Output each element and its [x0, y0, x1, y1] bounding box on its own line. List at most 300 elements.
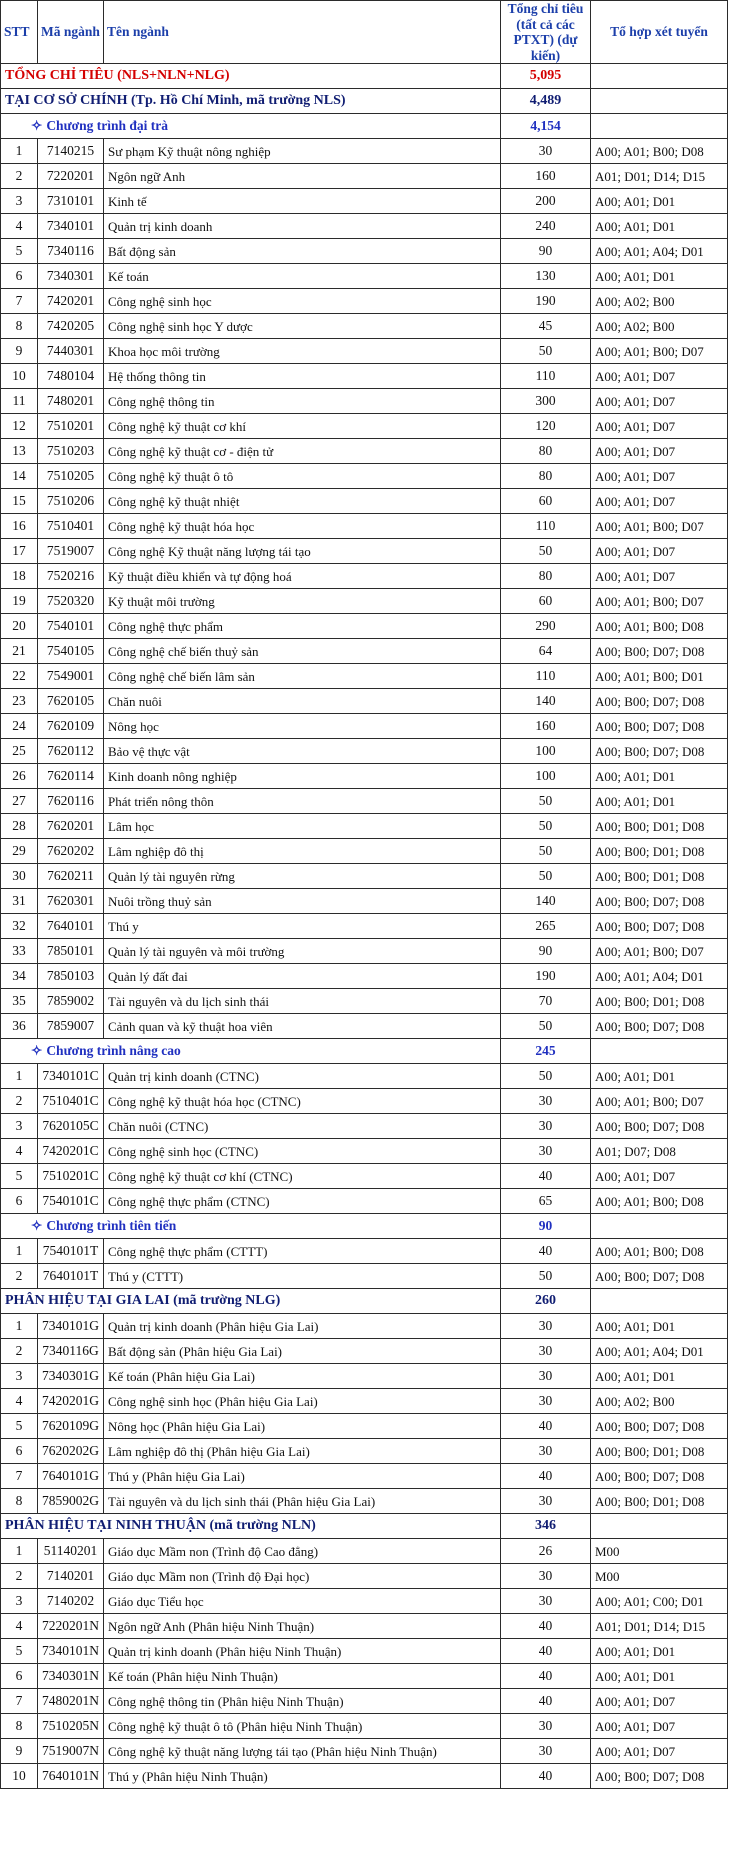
- combos-cell: A00; A01; D01: [591, 1364, 728, 1389]
- quota-cell: 70: [501, 989, 591, 1014]
- major-name-cell: Quản trị kinh doanh (Phân hiệu Gia Lai): [104, 1314, 501, 1339]
- stt-cell: 1: [1, 1239, 38, 1264]
- quota-cell: 90: [501, 939, 591, 964]
- major-code-cell: 7519007: [38, 539, 104, 564]
- table-row: [1, 1189, 728, 1214]
- table-row: [1, 589, 728, 614]
- major-name-cell: Quản trị kinh doanh (CTNC): [104, 1064, 501, 1089]
- quota-cell: 245: [501, 1039, 591, 1064]
- quota-cell: 60: [501, 589, 591, 614]
- major-code-cell: 7620105: [38, 689, 104, 714]
- combos-cell: A00; A01; D07: [591, 1739, 728, 1764]
- table-row: [1, 1664, 728, 1689]
- major-name-cell: Thú y (CTTT): [104, 1264, 501, 1289]
- quota-cell: 160: [501, 714, 591, 739]
- column-header-stt: STT: [1, 1, 38, 64]
- table-row: [1, 1364, 728, 1389]
- combos-cell: A00; A01; D07: [591, 414, 728, 439]
- combos-cell: A00; A01; B00; D08: [591, 139, 728, 164]
- major-code-cell: 7440301: [38, 339, 104, 364]
- quota-cell: 90: [501, 1214, 591, 1239]
- table-row: [1, 814, 728, 839]
- group-label: Chương trình tiên tiến: [46, 1218, 177, 1234]
- quota-cell: 90: [501, 239, 591, 264]
- major-name-cell: Phát triển nông thôn: [104, 789, 501, 814]
- major-code-cell: 7620109G: [38, 1414, 104, 1439]
- combos-cell: A00; B00; D01; D08: [591, 1439, 728, 1464]
- major-code-cell: 7340101G: [38, 1314, 104, 1339]
- major-code-cell: 7340101N: [38, 1639, 104, 1664]
- major-code-cell: 7620112: [38, 739, 104, 764]
- major-name-cell: Bất động sản: [104, 239, 501, 264]
- group-label-cell: [1, 114, 501, 139]
- combos-cell: A00; B00; D07; D08: [591, 739, 728, 764]
- major-name-cell: Công nghệ kỹ thuật hóa học (CTNC): [104, 1089, 501, 1114]
- combos-cell: A00; B00; D07; D08: [591, 1464, 728, 1489]
- combos-cell: A00; A01; B00; D07: [591, 589, 728, 614]
- combos-cell: A00; A01; B00; D01: [591, 664, 728, 689]
- stt-cell: 3: [1, 1589, 38, 1614]
- group-label: Chương trình đại trà: [46, 118, 169, 134]
- major-code-cell: 7510401C: [38, 1089, 104, 1114]
- major-name-cell: Kỹ thuật môi trường: [104, 589, 501, 614]
- major-name-cell: Nuôi trồng thuỷ sản: [104, 889, 501, 914]
- quota-cell: 50: [501, 864, 591, 889]
- combos-cell: A00; A01; D01: [591, 214, 728, 239]
- major-name-cell: Quản lý tài nguyên rừng: [104, 864, 501, 889]
- combos-cell: A00; B00; D07; D08: [591, 1114, 728, 1139]
- diamond-bullet-icon: ✧: [31, 118, 43, 134]
- stt-cell: 30: [1, 864, 38, 889]
- combos-cell: A00; B00; D07; D08: [591, 1264, 728, 1289]
- quota-cell: 30: [501, 1114, 591, 1139]
- stt-cell: 27: [1, 789, 38, 814]
- table-row: [1, 1039, 728, 1064]
- quota-cell: 240: [501, 214, 591, 239]
- stt-cell: 2: [1, 1264, 38, 1289]
- combos-cell: A00; A01; D07: [591, 489, 728, 514]
- table-row: [1, 1539, 728, 1564]
- combos-cell: [591, 1039, 728, 1064]
- major-code-cell: 7540101C: [38, 1189, 104, 1214]
- major-code-cell: 7859007: [38, 1014, 104, 1039]
- quota-cell: 110: [501, 364, 591, 389]
- major-code-cell: 7420201G: [38, 1389, 104, 1414]
- combos-cell: A00; A02; B00: [591, 1389, 728, 1414]
- combos-cell: A00; A01; A04; D01: [591, 239, 728, 264]
- combos-cell: A01; D01; D14; D15: [591, 1614, 728, 1639]
- stt-cell: 35: [1, 989, 38, 1014]
- major-code-cell: 51140201: [38, 1539, 104, 1564]
- major-code-cell: 7510401: [38, 514, 104, 539]
- stt-cell: 3: [1, 189, 38, 214]
- major-code-cell: 7220201N: [38, 1614, 104, 1639]
- quota-cell: 160: [501, 164, 591, 189]
- major-code-cell: 7540101T: [38, 1239, 104, 1264]
- quota-cell: 26: [501, 1539, 591, 1564]
- group-label: TỔNG CHỈ TIÊU (NLS+NLN+NLG): [5, 68, 230, 84]
- table-row: [1, 1289, 728, 1314]
- stt-cell: 5: [1, 1414, 38, 1439]
- combos-cell: A00; A01; D07: [591, 1164, 728, 1189]
- combos-cell: A00; A01; C00; D01: [591, 1589, 728, 1614]
- stt-cell: 33: [1, 939, 38, 964]
- stt-cell: 5: [1, 1639, 38, 1664]
- stt-cell: 32: [1, 914, 38, 939]
- major-name-cell: Tài nguyên và du lịch sinh thái (Phân hiệu Gia Lai): [104, 1489, 501, 1514]
- table-row: [1, 139, 728, 164]
- major-code-cell: 7850101: [38, 939, 104, 964]
- combos-cell: A00; B00; D01; D08: [591, 1489, 728, 1514]
- major-name-cell: Kỹ thuật điều khiển và tự động hoá: [104, 564, 501, 589]
- combos-cell: A00; B00; D07; D08: [591, 889, 728, 914]
- combos-cell: A00; B00; D01; D08: [591, 839, 728, 864]
- table-row: [1, 989, 728, 1014]
- table-row: [1, 364, 728, 389]
- quota-cell: 300: [501, 389, 591, 414]
- major-code-cell: 7310101: [38, 189, 104, 214]
- quota-cell: 30: [501, 1714, 591, 1739]
- major-code-cell: 7480104: [38, 364, 104, 389]
- major-name-cell: Công nghệ kỹ thuật ô tô (Phân hiệu Ninh Thuận): [104, 1714, 501, 1739]
- combos-cell: A00; A01; D01: [591, 1639, 728, 1664]
- quota-cell: 40: [501, 1639, 591, 1664]
- combos-cell: A00; B00; D07; D08: [591, 914, 728, 939]
- stt-cell: 7: [1, 1464, 38, 1489]
- major-name-cell: Công nghệ kỹ thuật cơ khí: [104, 414, 501, 439]
- major-code-cell: 7140201: [38, 1564, 104, 1589]
- combos-cell: A00; A01; A04; D01: [591, 1339, 728, 1364]
- major-code-cell: 7420205: [38, 314, 104, 339]
- stt-cell: 31: [1, 889, 38, 914]
- stt-cell: 10: [1, 1764, 38, 1789]
- major-name-cell: Hệ thống thông tin: [104, 364, 501, 389]
- table-row: [1, 1139, 728, 1164]
- table-row: [1, 1264, 728, 1289]
- table-row: [1, 64, 728, 89]
- combos-cell: A00; A01; D01: [591, 264, 728, 289]
- major-code-cell: 7640101N: [38, 1764, 104, 1789]
- major-code-cell: 7620301: [38, 889, 104, 914]
- quota-cell: 100: [501, 739, 591, 764]
- major-name-cell: Công nghệ Kỹ thuật năng lượng tái tạo: [104, 539, 501, 564]
- table-row: [1, 889, 728, 914]
- table-row: [1, 1414, 728, 1439]
- major-code-cell: 7640101T: [38, 1264, 104, 1289]
- stt-cell: 3: [1, 1364, 38, 1389]
- combos-cell: A01; D07; D08: [591, 1139, 728, 1164]
- table-row: [1, 1089, 728, 1114]
- stt-cell: 5: [1, 1164, 38, 1189]
- table-row: [1, 1614, 728, 1639]
- quota-cell: 30: [501, 1339, 591, 1364]
- stt-cell: 8: [1, 1489, 38, 1514]
- stt-cell: 11: [1, 389, 38, 414]
- major-code-cell: 7340101: [38, 214, 104, 239]
- stt-cell: 1: [1, 1064, 38, 1089]
- stt-cell: 1: [1, 1314, 38, 1339]
- major-code-cell: 7340301N: [38, 1664, 104, 1689]
- major-code-cell: 7510206: [38, 489, 104, 514]
- table-row: [1, 214, 728, 239]
- column-header-major-name: Tên ngành: [104, 1, 501, 64]
- quota-cell: 80: [501, 564, 591, 589]
- quota-cell: 30: [501, 1364, 591, 1389]
- table-row: [1, 1114, 728, 1139]
- table-row: [1, 114, 728, 139]
- major-code-cell: 7540101: [38, 614, 104, 639]
- major-code-cell: 7519007N: [38, 1739, 104, 1764]
- quota-cell: 40: [501, 1664, 591, 1689]
- major-code-cell: 7620211: [38, 864, 104, 889]
- combos-cell: [591, 114, 728, 139]
- group-label-cell: [1, 1289, 501, 1314]
- combos-cell: A00; B00; D01; D08: [591, 814, 728, 839]
- stt-cell: 17: [1, 539, 38, 564]
- major-name-cell: Thú y: [104, 914, 501, 939]
- major-name-cell: Công nghệ thực phẩm (CTTT): [104, 1239, 501, 1264]
- table-row: [1, 1439, 728, 1464]
- table-row: [1, 1714, 728, 1739]
- major-name-cell: Công nghệ thông tin (Phân hiệu Ninh Thuận): [104, 1689, 501, 1714]
- table-row: [1, 339, 728, 364]
- quota-cell: 130: [501, 264, 591, 289]
- major-code-cell: 7220201: [38, 164, 104, 189]
- table-row: [1, 1739, 728, 1764]
- quota-cell: 190: [501, 964, 591, 989]
- group-label-cell: [1, 89, 501, 114]
- stt-cell: 25: [1, 739, 38, 764]
- group-label: PHÂN HIỆU TẠI GIA LAI (mã trường NLG): [5, 1293, 281, 1309]
- major-name-cell: Chăn nuôi: [104, 689, 501, 714]
- quota-cell: 80: [501, 464, 591, 489]
- column-header-major-code: Mã ngành: [38, 1, 104, 64]
- combos-cell: A00; A01; B00; D08: [591, 1189, 728, 1214]
- quota-cell: 60: [501, 489, 591, 514]
- combos-cell: A00; A01; B00; D07: [591, 514, 728, 539]
- major-name-cell: Công nghệ sinh học (CTNC): [104, 1139, 501, 1164]
- table-row: [1, 664, 728, 689]
- group-label-cell: [1, 1514, 501, 1539]
- major-name-cell: Ngôn ngữ Anh: [104, 164, 501, 189]
- table-row: [1, 1589, 728, 1614]
- quota-cell: 30: [501, 1389, 591, 1414]
- table-row: [1, 464, 728, 489]
- group-label-cell: [1, 1214, 501, 1239]
- quota-cell: 50: [501, 1264, 591, 1289]
- quota-cell: 140: [501, 889, 591, 914]
- stt-cell: 14: [1, 464, 38, 489]
- major-name-cell: Chăn nuôi (CTNC): [104, 1114, 501, 1139]
- stt-cell: 3: [1, 1114, 38, 1139]
- major-name-cell: Nông học (Phân hiệu Gia Lai): [104, 1414, 501, 1439]
- major-name-cell: Kế toán (Phân hiệu Ninh Thuận): [104, 1664, 501, 1689]
- major-name-cell: Quản trị kinh doanh: [104, 214, 501, 239]
- major-name-cell: Kế toán (Phân hiệu Gia Lai): [104, 1364, 501, 1389]
- table-row: [1, 1689, 728, 1714]
- quota-cell: 120: [501, 414, 591, 439]
- major-name-cell: Công nghệ kỹ thuật ô tô: [104, 464, 501, 489]
- quota-cell: 50: [501, 539, 591, 564]
- group-label: PHÂN HIỆU TẠI NINH THUẬN (mã trường NLN): [5, 1518, 316, 1534]
- table-row: [1, 564, 728, 589]
- major-code-cell: 7549001: [38, 664, 104, 689]
- combos-cell: A00; A01; D01: [591, 764, 728, 789]
- combos-cell: M00: [591, 1564, 728, 1589]
- combos-cell: A00; A02; B00: [591, 314, 728, 339]
- stt-cell: 2: [1, 164, 38, 189]
- group-label-cell: [1, 1039, 501, 1064]
- stt-cell: 36: [1, 1014, 38, 1039]
- combos-cell: [591, 1289, 728, 1314]
- major-name-cell: Công nghệ chế biến lâm sản: [104, 664, 501, 689]
- stt-cell: 16: [1, 514, 38, 539]
- quota-cell: 30: [501, 1589, 591, 1614]
- table-row: [1, 614, 728, 639]
- quota-cell: 50: [501, 789, 591, 814]
- major-name-cell: Công nghệ thông tin: [104, 389, 501, 414]
- combos-cell: M00: [591, 1539, 728, 1564]
- stt-cell: 6: [1, 1439, 38, 1464]
- major-name-cell: Lâm nghiệp đô thị: [104, 839, 501, 864]
- quota-cell: 100: [501, 764, 591, 789]
- quota-cell: 260: [501, 1289, 591, 1314]
- stt-cell: 9: [1, 1739, 38, 1764]
- table-row: [1, 1214, 728, 1239]
- stt-cell: 5: [1, 239, 38, 264]
- quota-cell: 80: [501, 439, 591, 464]
- major-name-cell: Công nghệ thực phẩm (CTNC): [104, 1189, 501, 1214]
- major-code-cell: 7340116: [38, 239, 104, 264]
- quota-cell: 190: [501, 289, 591, 314]
- quota-cell: 65: [501, 1189, 591, 1214]
- major-code-cell: 7540105: [38, 639, 104, 664]
- major-name-cell: Tài nguyên và du lịch sinh thái: [104, 989, 501, 1014]
- major-code-cell: 7340101C: [38, 1064, 104, 1089]
- diamond-bullet-icon: ✧: [31, 1043, 43, 1059]
- major-name-cell: Công nghệ kỹ thuật hóa học: [104, 514, 501, 539]
- major-name-cell: Quản lý tài nguyên và môi trường: [104, 939, 501, 964]
- quota-cell: 40: [501, 1614, 591, 1639]
- table-row: [1, 439, 728, 464]
- table-row: [1, 1639, 728, 1664]
- stt-cell: 2: [1, 1339, 38, 1364]
- major-name-cell: Lâm nghiệp đô thị (Phân hiệu Gia Lai): [104, 1439, 501, 1464]
- quota-cell: 40: [501, 1414, 591, 1439]
- major-name-cell: Công nghệ sinh học Y dược: [104, 314, 501, 339]
- table-body: [1, 64, 728, 1789]
- column-header-admission-combos: Tổ hợp xét tuyển: [591, 1, 728, 64]
- major-name-cell: Giáo dục Mầm non (Trình độ Cao đẳng): [104, 1539, 501, 1564]
- table-row: [1, 1339, 728, 1364]
- combos-cell: A00; B00; D07; D08: [591, 639, 728, 664]
- table-row: [1, 1314, 728, 1339]
- major-code-cell: 7140215: [38, 139, 104, 164]
- quota-cell: 50: [501, 1064, 591, 1089]
- table-row: [1, 639, 728, 664]
- major-name-cell: Giáo dục Mầm non (Trình độ Đại học): [104, 1564, 501, 1589]
- major-name-cell: Công nghệ sinh học (Phân hiệu Gia Lai): [104, 1389, 501, 1414]
- major-name-cell: Cảnh quan và kỹ thuật hoa viên: [104, 1014, 501, 1039]
- major-name-cell: Nông học: [104, 714, 501, 739]
- major-name-cell: Công nghệ kỹ thuật nhiệt: [104, 489, 501, 514]
- table-row: [1, 164, 728, 189]
- combos-cell: A00; A01; D07: [591, 539, 728, 564]
- combos-cell: [591, 64, 728, 89]
- major-code-cell: 7420201: [38, 289, 104, 314]
- combos-cell: A00; A01; D01: [591, 1314, 728, 1339]
- quota-cell: 4,489: [501, 89, 591, 114]
- major-name-cell: Thú y (Phân hiệu Ninh Thuận): [104, 1764, 501, 1789]
- combos-cell: A00; A01; D07: [591, 564, 728, 589]
- table-row: [1, 1764, 728, 1789]
- combos-cell: [591, 89, 728, 114]
- major-code-cell: 7620114: [38, 764, 104, 789]
- major-name-cell: Công nghệ kỹ thuật cơ - điện tử: [104, 439, 501, 464]
- quota-cell: 30: [501, 139, 591, 164]
- table-row: [1, 314, 728, 339]
- major-code-cell: 7340116G: [38, 1339, 104, 1364]
- major-name-cell: Thú y (Phân hiệu Gia Lai): [104, 1464, 501, 1489]
- stt-cell: 7: [1, 1689, 38, 1714]
- combos-cell: [591, 1214, 728, 1239]
- stt-cell: 2: [1, 1564, 38, 1589]
- quota-cell: 110: [501, 664, 591, 689]
- group-label-cell: [1, 64, 501, 89]
- quota-cell: 30: [501, 1564, 591, 1589]
- quota-cell: 30: [501, 1314, 591, 1339]
- table-row: [1, 1014, 728, 1039]
- stt-cell: 29: [1, 839, 38, 864]
- stt-cell: 2: [1, 1089, 38, 1114]
- major-name-cell: Quản trị kinh doanh (Phân hiệu Ninh Thuận): [104, 1639, 501, 1664]
- combos-cell: A00; A01; D07: [591, 1689, 728, 1714]
- header-row: [1, 1, 728, 64]
- quota-cell: 140: [501, 689, 591, 714]
- stt-cell: 26: [1, 764, 38, 789]
- stt-cell: 28: [1, 814, 38, 839]
- stt-cell: 22: [1, 664, 38, 689]
- group-label: TẠI CƠ SỞ CHÍNH (Tp. Hồ Chí Minh, mã trường NLS): [5, 93, 346, 109]
- combos-cell: A01; D01; D14; D15: [591, 164, 728, 189]
- stt-cell: 24: [1, 714, 38, 739]
- major-name-cell: Công nghệ sinh học: [104, 289, 501, 314]
- table-row: [1, 1164, 728, 1189]
- stt-cell: 1: [1, 1539, 38, 1564]
- column-header-total-quota: Tổng chỉ tiêu (tất cả các PTXT) (dự kiến): [501, 1, 591, 64]
- major-code-cell: 7480201N: [38, 1689, 104, 1714]
- combos-cell: A00; A01; D07: [591, 364, 728, 389]
- table-row: [1, 1064, 728, 1089]
- major-code-cell: 7480201: [38, 389, 104, 414]
- major-code-cell: 7620202: [38, 839, 104, 864]
- major-name-cell: Quản lý đất đai: [104, 964, 501, 989]
- table-row: [1, 514, 728, 539]
- quota-cell: 265: [501, 914, 591, 939]
- combos-cell: A00; B00; D01; D08: [591, 864, 728, 889]
- stt-cell: 19: [1, 589, 38, 614]
- table-row: [1, 1564, 728, 1589]
- major-code-cell: 7340301: [38, 264, 104, 289]
- quota-cell: 64: [501, 639, 591, 664]
- combos-cell: A00; A01; D01: [591, 189, 728, 214]
- combos-cell: A00; B00; D01; D08: [591, 989, 728, 1014]
- major-code-cell: 7510203: [38, 439, 104, 464]
- combos-cell: A00; A02; B00: [591, 289, 728, 314]
- quota-cell: 290: [501, 614, 591, 639]
- major-code-cell: 7620201: [38, 814, 104, 839]
- major-code-cell: 7520216: [38, 564, 104, 589]
